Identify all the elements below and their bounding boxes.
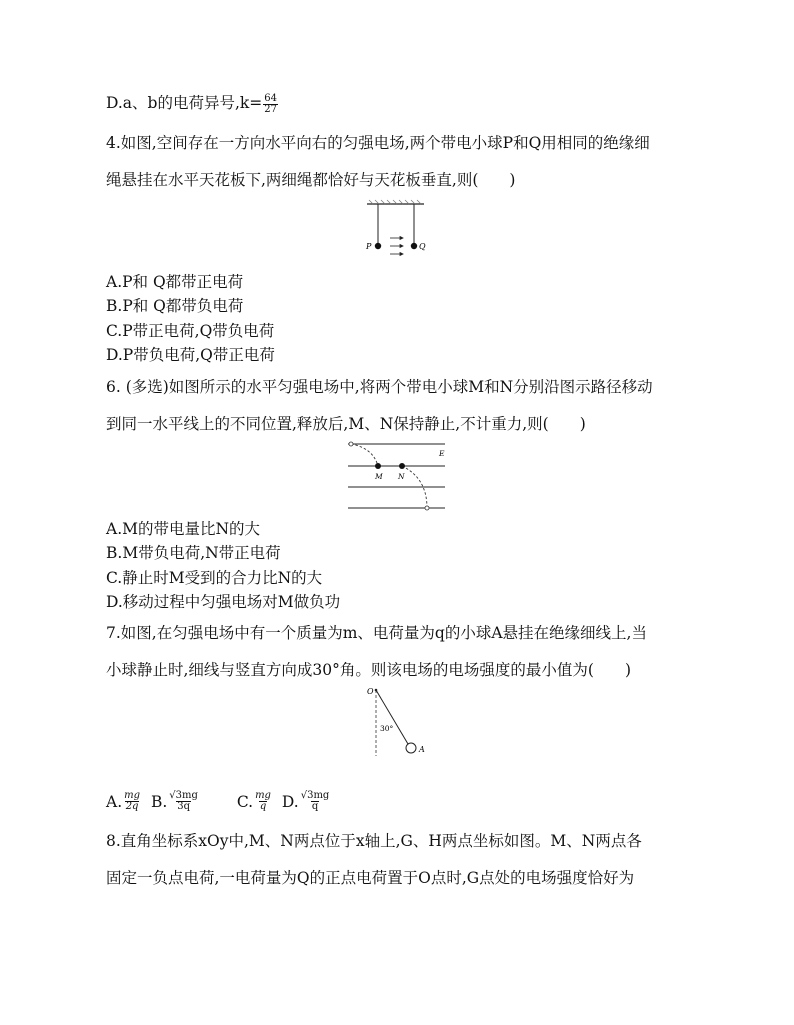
start-m xyxy=(349,442,353,446)
q4-stem-line2: 绳悬挂在水平天花板下,两细绳都恰好与天花板垂直,则( ) xyxy=(106,171,516,189)
q4-option-c: C.P带正电荷,Q带负电荷 xyxy=(106,322,275,340)
ball-n xyxy=(399,463,405,469)
label-a: A xyxy=(419,745,425,754)
q4-figure xyxy=(362,198,442,262)
ceiling-hatch xyxy=(369,200,421,204)
ball-q xyxy=(411,243,417,249)
q7-stem-line2: 小球静止时,细线与竖直方向成30°角。则该电场的电场强度的最小值为( ) xyxy=(106,661,631,679)
q7-stem-line1: 7.如图,在匀强电场中有一个质量为m、电荷量为q的小球A悬挂在绝缘细线上,当 xyxy=(106,624,647,642)
label-angle: 30° xyxy=(380,724,394,733)
q7-figure xyxy=(364,684,436,760)
q4-stem-line1: 4.如图,空间存在一方向水平向右的匀强电场,两个带电小球P和Q用相同的绝缘细 xyxy=(106,134,650,152)
q6-option-d: D.移动过程中匀强电场对M做负功 xyxy=(106,593,341,611)
q4-option-a: A.P和 Q都带正电荷 xyxy=(106,273,244,291)
q7-options xyxy=(106,791,335,812)
ball-m xyxy=(375,463,381,469)
q7-option-a: A. $\frac{mg}{2q}$ xyxy=(106,790,141,812)
pivot-o xyxy=(375,689,378,692)
label-m: M xyxy=(375,472,383,481)
ball-a xyxy=(406,743,416,753)
start-n xyxy=(425,506,429,510)
q6-option-c: C.静止时M受到的合力比N的大 xyxy=(106,569,323,587)
fraction-k: $\frac{64}{27}$ xyxy=(264,92,278,115)
field-arrows xyxy=(390,237,403,256)
ball-p xyxy=(375,243,381,249)
label-q: Q xyxy=(419,242,426,251)
q6-option-a: A.M的带电量比N的大 xyxy=(106,520,261,538)
label-p: P xyxy=(366,242,372,251)
label-n: N xyxy=(398,472,405,481)
q6-figure xyxy=(345,440,450,514)
q7-option-c: C. $\frac{mg}{q}$ xyxy=(236,790,271,812)
q7-option-b: B. $\frac{√3mg}{3q}$ xyxy=(150,790,198,812)
q3-option-d: D.a、b的电荷异号,k= $\frac{64}{27}$ xyxy=(106,92,278,115)
label-e: E xyxy=(439,449,445,458)
q7-option-d: D. $\frac{√3mg}{q}$ xyxy=(281,790,330,812)
q6-option-b: B.M带负电荷,N带正电荷 xyxy=(106,544,281,562)
q6-stem-line1: 6. (多选)如图所示的水平匀强电场中,将两个带电小球M和N分别沿图示路径移动 xyxy=(106,378,653,396)
path-m xyxy=(351,444,378,466)
label-o: O xyxy=(367,687,374,696)
q8-stem-line2: 固定一负点电荷,一电荷量为Q的正点电荷置于O点时,G点处的电场强度恰好为 xyxy=(106,869,635,887)
field-lines xyxy=(348,444,445,508)
q8-stem-line1: 8.直角坐标系xOy中,M、N两点位于x轴上,G、H两点坐标如图。M、N两点各 xyxy=(106,832,642,850)
q4-option-d: D.P带负电荷,Q带正电荷 xyxy=(106,346,275,364)
q4-option-b: B.P和 Q都带负电荷 xyxy=(106,297,244,315)
thread xyxy=(376,690,408,744)
q6-stem-line2: 到同一水平线上的不同位置,释放后,M、N保持静止,不计重力,则( ) xyxy=(106,415,586,433)
